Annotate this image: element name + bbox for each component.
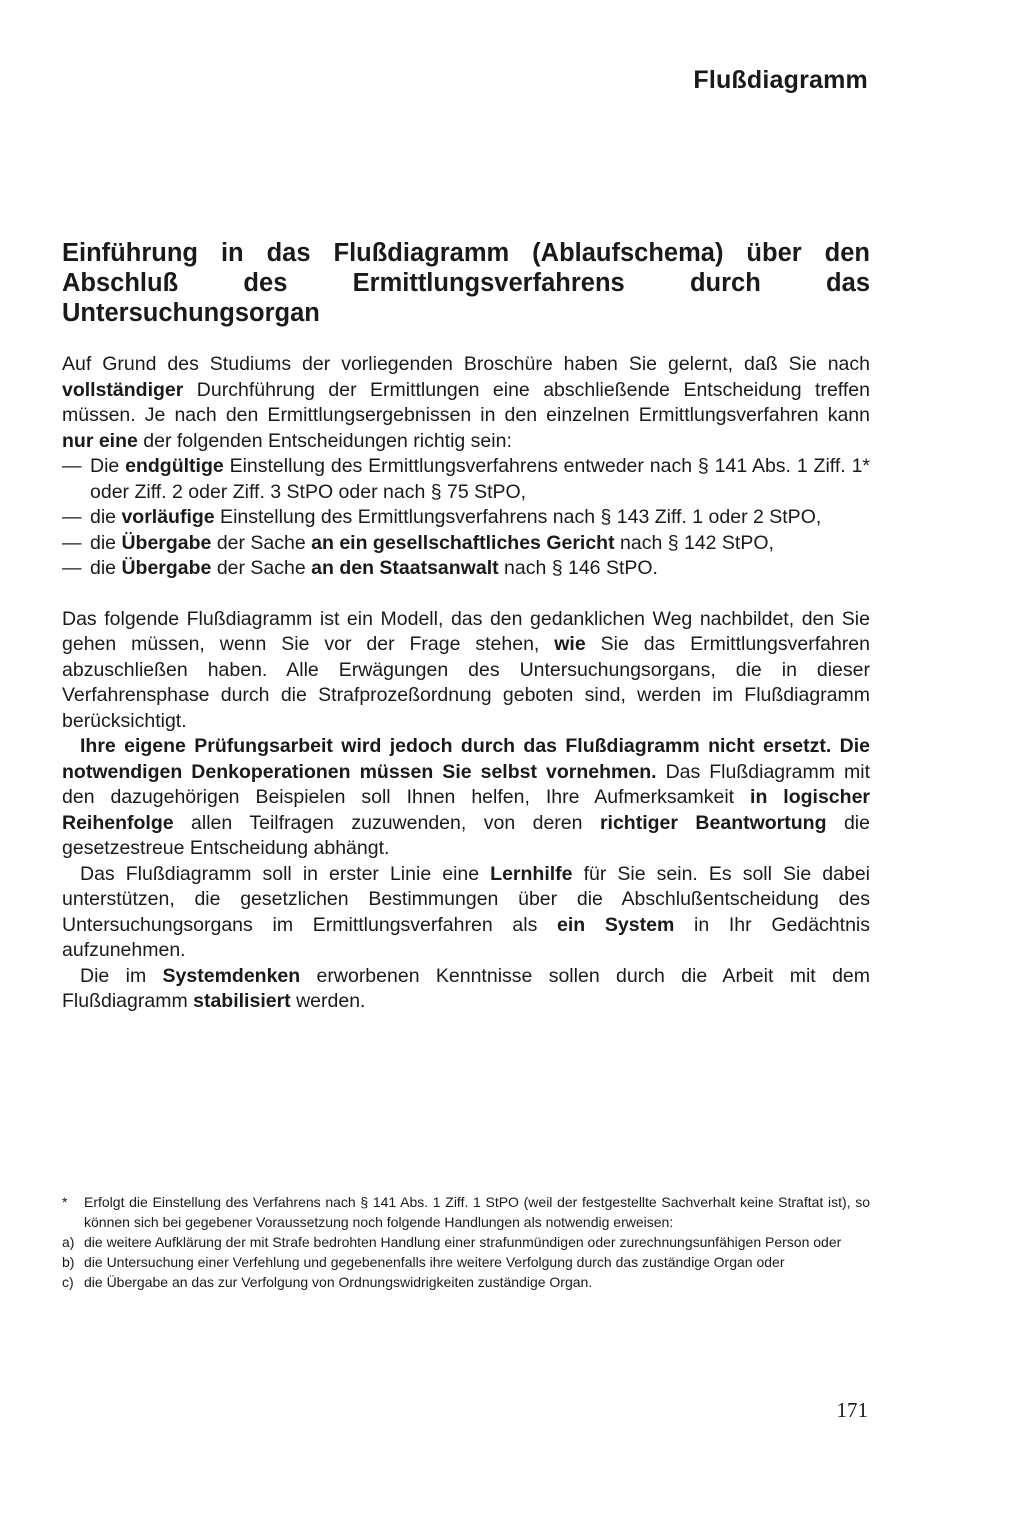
footnotes	[62, 1192, 870, 1292]
footnote-mark: *	[62, 1194, 68, 1210]
footnote-item: a) die weitere Aufklärung der mit Strafe bedrohten Handlung einer strafunmündigen oder zurechnungsunfähigen Person oder	[62, 1234, 842, 1250]
list-item: — Die endgültige Einstellung des Ermittlungsverfahrens entweder nach § 141 Abs. 1 Ziff. 1* oder Ziff. 2 oder Ziff. 3 StPO oder nach § 75 StPO,	[62, 455, 870, 503]
learning-aid-paragraph: Das Flußdiagramm soll in erster Linie eine Lernhilfe für Sie sein. Es soll Sie dabei unterstützen, die gesetzlichen Bestimmungen über die Abschlußentscheidung des Untersuchungsorgans im Ermittlungsverfahren als ein System in Ihr Gedächtnis aufzunehmen.	[62, 862, 870, 961]
footnote-main: * Erfolgt die Einstellung des Verfahrens nach § 141 Abs. 1 Ziff. 1 StPO (weil der festgestellte Sachverhalt keine Straftat ist), so können sich bei gegebener Voraussetzung noch folgende Handlungen als notwendig erweisen:	[62, 1194, 870, 1230]
list-item: — die Übergabe der Sache an ein gesellschaftliches Gericht nach § 142 StPO,	[62, 531, 774, 554]
paragraph-gap	[62, 582, 870, 607]
list-item: — die Übergabe der Sache an den Staatsanwalt nach § 146 StPO.	[62, 557, 658, 579]
list-item: — die vorläufige Einstellung des Ermittlungsverfahrens nach § 143 Ziff. 1 oder 2 StPO,	[62, 506, 822, 528]
model-paragraph: Das folgende Flußdiagramm ist ein Modell, das den gedanklichen Weg nachbildet, den Sie gehen müssen, wenn Sie vor der Frage stehen, wie Sie das Ermittlungsverfahren abzuschließen haben. Alle Erwägungen des Untersuchungsorgans, die in dieser Verfahrensphase durch die Strafprozeßordnung geboten sind, werden im Flußdiagramm berücksichtigt.	[62, 607, 870, 732]
footnote-item: c) die Übergabe an das zur Verfolgung von Ordnungswidrigkeiten zuständige Organ.	[62, 1274, 593, 1290]
emphasis-paragraph: Ihre eigene Prüfungsarbeit wird jedoch durch das Flußdiagramm nicht ersetzt. Die notwendigen Denkoperationen müssen Sie selbst vornehmen. Das Flußdiagramm mit den dazugehörigen Beispielen soll Ihnen helfen, Ihre Aufmerksamkeit in logischer Reihenfolge allen Teilfragen zuzuwenden, von deren richtiger Beantwortung die gesetzestreue Entscheidung abhängt.	[62, 735, 870, 859]
systems-thinking-paragraph: Die im Systemdenken erworbenen Kenntnisse sollen durch die Arbeit mit dem Flußdiagramm stabilisiert werden.	[62, 964, 871, 1012]
footnote-item: b) die Untersuchung einer Verfehlung und gegebenenfalls ihre weitere Verfolgung durch das zuständige Organ oder	[62, 1254, 785, 1270]
running-head: Flußdiagramm	[693, 66, 868, 94]
decision-list	[62, 454, 870, 582]
page-number: 171	[836, 1398, 868, 1422]
section-title: Einführung in das Flußdiagramm (Ablaufschema) über den Abschluß des Ermittlungsverfahrens durch das Untersuchungsorgan	[62, 239, 870, 327]
body-text	[62, 352, 870, 1015]
intro-paragraph: Auf Grund des Studiums der vorliegenden Broschüre haben Sie gelernt, daß Sie nach vollständiger Durchführung der Ermittlungen eine abschließende Entscheidung treffen müssen. Je nach den Ermittlungsergebnissen in den einzelnen Ermittlungsverfahren kann nur eine der folgenden Entscheidungen richtig sein:	[62, 353, 870, 452]
